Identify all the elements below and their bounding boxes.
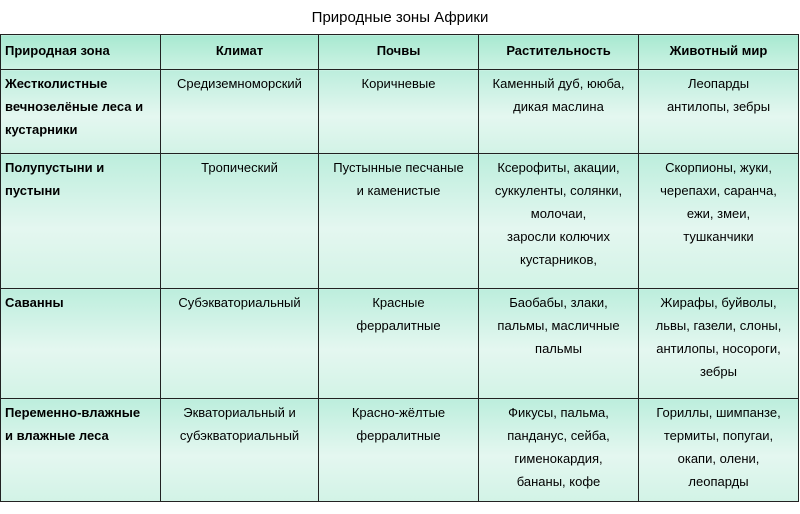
- cell-text-line: Полупустыни и: [5, 160, 105, 175]
- table-row: [1, 154, 799, 289]
- africa-zones-table: [0, 34, 799, 502]
- column-header: Почвы: [319, 35, 479, 70]
- cell-text-line: пальмы, масличные: [497, 318, 620, 333]
- cell-text-line: зебры: [700, 364, 737, 379]
- cell-text-line: черепахи, саранча,: [660, 183, 777, 198]
- cell-text-line: тушканчики: [683, 229, 754, 244]
- cell-text-line: суккуленты, солянки,: [494, 183, 623, 198]
- cell-text-line: Пустынные песчаные: [333, 160, 464, 175]
- soils-cell: [319, 399, 479, 502]
- cell-text-line: панданус, сейба,: [507, 428, 610, 443]
- cell-text-line: Баобабы, злаки,: [509, 295, 608, 310]
- column-header: Климат: [161, 35, 319, 70]
- cell-text-line: львы, газели, слоны,: [655, 318, 782, 333]
- soils-cell: [319, 70, 479, 154]
- table-row: [1, 70, 799, 154]
- cell-text-line: антилопы, носороги,: [656, 341, 781, 356]
- table-row: [1, 399, 799, 502]
- vegetation-cell: [479, 70, 639, 154]
- cell-text-line: пальмы: [535, 341, 582, 356]
- fauna-cell: [639, 289, 799, 399]
- climate-cell: [161, 70, 319, 154]
- cell-text-line: Жирафы, буйволы,: [660, 295, 777, 310]
- cell-text-line: и влажные леса: [5, 428, 109, 443]
- cell-text-line: Коричневые: [361, 76, 436, 91]
- cell-text-line: Красные: [372, 295, 425, 310]
- vegetation-cell: [479, 399, 639, 502]
- cell-text-line: Гориллы, шимпанзе,: [656, 405, 781, 420]
- cell-text-line: субэкваториальный: [179, 428, 300, 443]
- fauna-cell: [639, 154, 799, 289]
- cell-text-line: вечнозелёные леса и: [5, 99, 144, 114]
- cell-text-line: молочаи,: [530, 206, 587, 221]
- cell-text-line: ферралитные: [356, 428, 441, 443]
- cell-text-line: кустарников,: [520, 252, 597, 267]
- cell-text-line: леопарды: [688, 474, 749, 489]
- cell-text-line: Леопарды: [687, 76, 750, 91]
- cell-text-line: Средиземноморский: [177, 76, 302, 91]
- cell-text-line: Ксерофиты, акации,: [497, 160, 620, 175]
- table-header-row: [1, 35, 799, 70]
- page-title: Природные зоны Африки: [311, 9, 489, 26]
- cell-text-line: и каменистые: [356, 183, 441, 198]
- cell-text-line: Тропический: [201, 160, 278, 175]
- zone-cell: [1, 399, 161, 502]
- cell-text-line: Красно-жёлтые: [351, 405, 446, 420]
- soils-cell: [319, 289, 479, 399]
- climate-cell: [161, 289, 319, 399]
- column-header: Животный мир: [639, 35, 799, 70]
- column-header: Природная зона: [1, 35, 161, 70]
- vegetation-cell: [479, 154, 639, 289]
- vegetation-cell: [479, 289, 639, 399]
- cell-text-line: Переменно-влажные: [5, 405, 141, 420]
- table-row: [1, 289, 799, 399]
- cell-text-line: ежи, змеи,: [686, 206, 751, 221]
- cell-text-line: Жестколистные: [5, 76, 108, 91]
- fauna-cell: [639, 70, 799, 154]
- cell-text-line: Скорпионы, жуки,: [665, 160, 772, 175]
- cell-text-line: Субэкваториальный: [178, 295, 301, 310]
- soils-cell: [319, 154, 479, 289]
- cell-text-line: окапи, олени,: [677, 451, 760, 466]
- cell-text-line: ферралитные: [356, 318, 441, 333]
- zone-cell: [1, 289, 161, 399]
- cell-text-line: пустыни: [5, 183, 61, 198]
- cell-text-line: антилопы, зебры: [666, 99, 771, 114]
- cell-text-line: термиты, попугаи,: [663, 428, 774, 443]
- fauna-cell: [639, 399, 799, 502]
- column-header: Растительность: [479, 35, 639, 70]
- cell-text-line: заросли колючих: [507, 229, 610, 244]
- climate-cell: [161, 154, 319, 289]
- cell-text-line: Каменный дуб, ююба,: [492, 76, 625, 91]
- cell-text-line: дикая маслина: [513, 99, 604, 114]
- cell-text-line: бананы, кофе: [516, 474, 601, 489]
- zone-cell: [1, 70, 161, 154]
- cell-text-line: Саванны: [5, 295, 64, 310]
- cell-text-line: кустарники: [5, 122, 78, 137]
- cell-text-line: гименокардия,: [514, 451, 603, 466]
- zone-cell: [1, 154, 161, 289]
- cell-text-line: Экваториальный и: [183, 405, 296, 420]
- cell-text-line: Фикусы, пальма,: [508, 405, 609, 420]
- climate-cell: [161, 399, 319, 502]
